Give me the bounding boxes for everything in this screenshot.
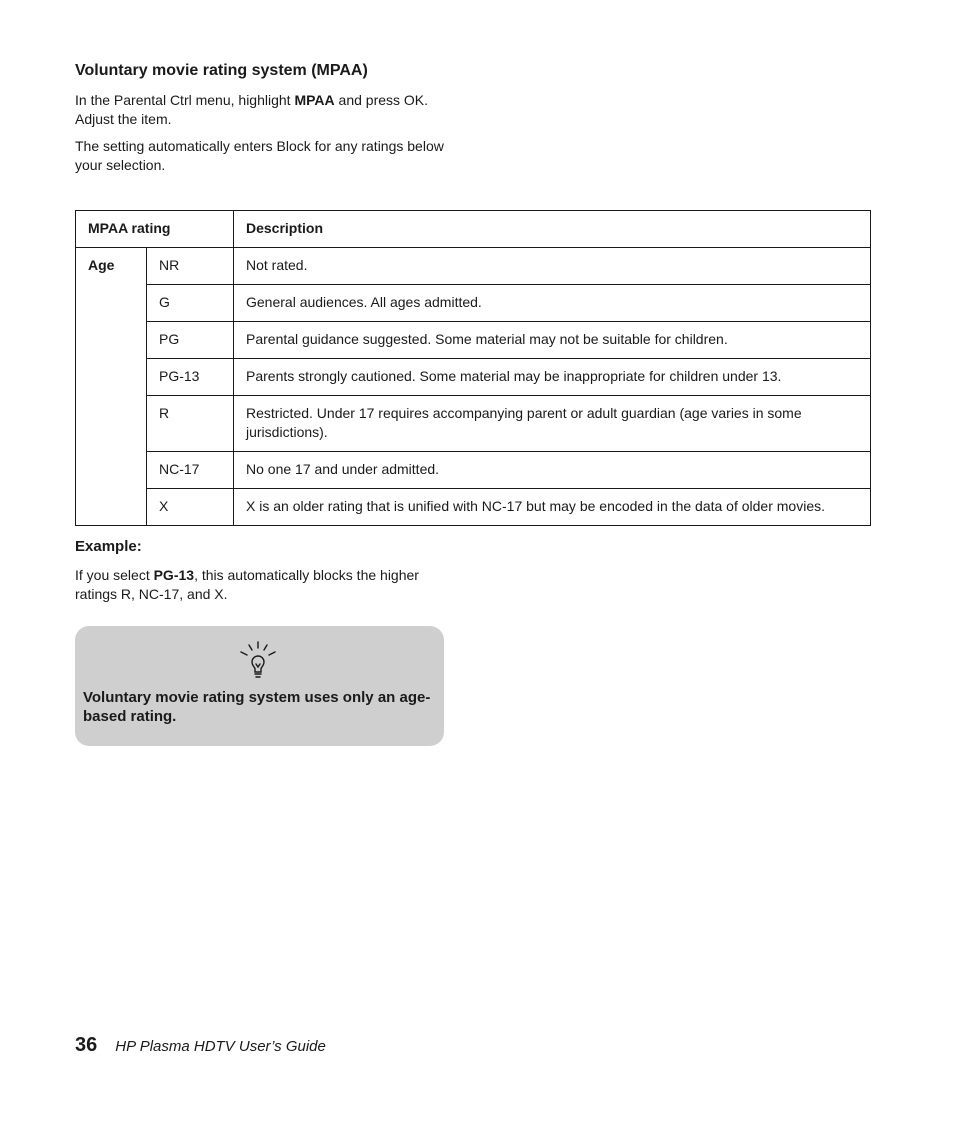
rating-description: Parents strongly cautioned. Some material may be inappropriate for children under 13. (234, 359, 871, 396)
lightbulb-icon (238, 640, 278, 680)
table-row (76, 452, 871, 489)
intro-paragraph: In the Parental Ctrl menu, highlight MPAA and press OK. Adjust the item. (75, 92, 429, 127)
table-header-row (76, 211, 871, 248)
rating-code: R (147, 396, 234, 452)
table-row (76, 396, 871, 452)
rating-description: General audiences. All ages admitted. (234, 285, 871, 322)
example-title: Example: (75, 538, 142, 555)
page-number: 36 (75, 1034, 98, 1056)
rating-code: G (147, 285, 234, 322)
rating-code: NR (147, 248, 234, 285)
rating-code: X (147, 489, 234, 526)
example-paragraph: If you select PG-13, this automatically blocks the higher ratings R, NC-17, and X. (75, 567, 419, 602)
group-label-age: Age (76, 248, 147, 526)
header-mpaa-rating: MPAA rating (76, 211, 234, 248)
rating-code: PG-13 (147, 359, 234, 396)
mpaa-rating-table (75, 210, 871, 526)
header-description: Description (234, 211, 871, 248)
rating-code: PG (147, 322, 234, 359)
section-title: Voluntary movie rating system (MPAA) (75, 62, 368, 79)
page-footer (75, 1034, 326, 1057)
rating-code: NC-17 (147, 452, 234, 489)
table-row (76, 248, 871, 285)
table-row (76, 285, 871, 322)
tip-note-text: Voluntary movie rating system uses only an age-based rating. (83, 689, 431, 725)
document-title: HP Plasma HDTV User’s Guide (115, 1038, 326, 1055)
rating-description: No one 17 and under admitted. (234, 452, 871, 489)
table-row (76, 359, 871, 396)
rating-description: Restricted. Under 17 requires accompanying parent or adult guardian (age varies in some jurisdictions). (234, 396, 871, 452)
tip-note-box (75, 626, 444, 746)
table-row (76, 489, 871, 526)
table-row (76, 322, 871, 359)
rating-description: X is an older rating that is unified with NC-17 but may be encoded in the data of older movies. (234, 489, 871, 526)
rating-description: Not rated. (234, 248, 871, 285)
rating-description: Parental guidance suggested. Some material may not be suitable for children. (234, 322, 871, 359)
pg13-term: PG-13 (153, 567, 195, 583)
mpaa-term: MPAA (294, 92, 335, 108)
block-paragraph: The setting automatically enters Block for any ratings below your selection. (75, 138, 444, 173)
